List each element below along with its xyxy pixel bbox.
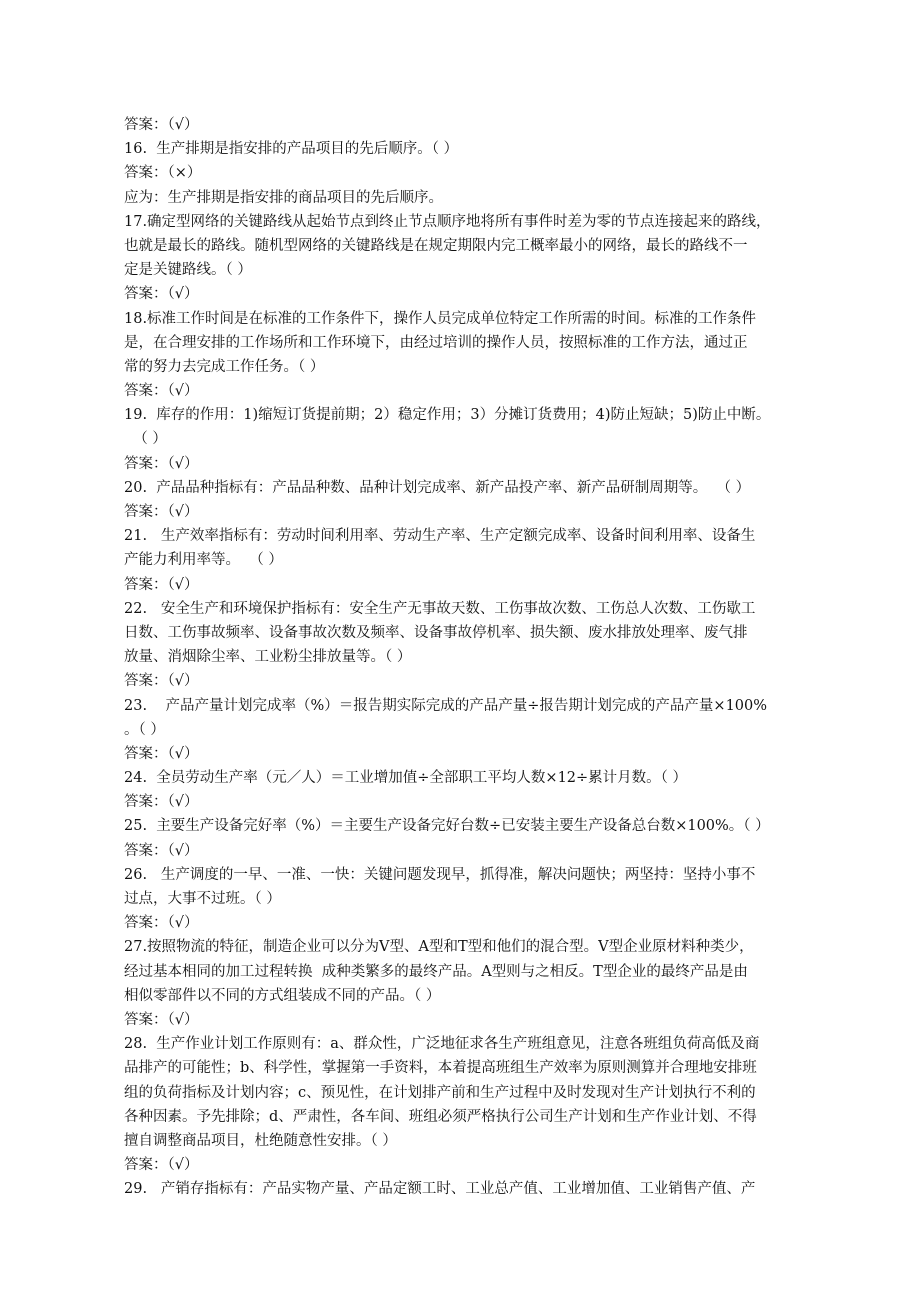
text-line: 日数、工伤事故频率、设备事故次数及频率、设备事故停机率、损失额、废水排放处理率、废气排 <box>124 624 748 641</box>
text-line: 23. 产品产量计划完成率（%）＝报告期实际完成的产品产量÷报告期计划完成的产品产量×100% <box>124 697 768 714</box>
text-line: 过点，大事不过班。（ ） <box>124 891 281 907</box>
text-line: 答案：（√） <box>124 794 199 811</box>
text-line: 24. 全员劳动生产率（元／人）＝工业增加值÷全部职工平均人数×12÷累计月数。（ ） <box>124 770 688 787</box>
text-line: 放量、消烟除尘率、工业粉尘排放量等。（ ） <box>124 649 412 666</box>
text-line: 答案：（√） <box>124 915 199 932</box>
text-line: 21. 生产效率指标有：劳动时间利用率、劳动生产率、生产定额完成率、设备时间利用率、设备生 <box>124 528 756 545</box>
text-line: 17.确定型网络的关键路线从起始节点到终止节点顺序地将所有事件时差为零的节点连接起来的路线， <box>124 213 771 230</box>
text-line: 27.按照物流的特征，制造企业可以分为V型、A型和T型和他们的混合型。V型企业原材料种类少， <box>124 939 754 956</box>
text-line: 也就是最长的路线。随机型网络的关键路线是在规定期限内完工概率最小的网络，最长的路线不一 <box>124 237 748 254</box>
text-line: 答案：（√） <box>124 1011 199 1028</box>
text-line: 答案：（√） <box>124 673 199 690</box>
text-line: 29. 产销存指标有：产品实物产量、产品定额工时、工业总产值、工业增加值、工业销售产值、产 <box>124 1181 756 1198</box>
text-line: 定是关键路线。（ ） <box>124 262 252 279</box>
text-line: 答案：（√） <box>124 383 199 400</box>
text-line: 18.标准工作时间是在标准的工作条件下，操作人员完成单位特定工作所需的时间。标准的工作条件 <box>124 310 757 327</box>
text-line: 。（ ） <box>124 721 165 738</box>
text-line: 26. 生产调度的一早、一准、一快：关键问题发现早，抓得准，解决问题快；两坚持：坚持小事不 <box>124 866 756 883</box>
text-line: 28. 生产作业计划工作原则有：a、群众性，广泛地征求各生产班组意见，注意各班组负荷高低及商 <box>124 1036 760 1053</box>
text-line: 答案：（√） <box>124 576 199 593</box>
text-line: 品排产的可能性；b、科学性，掌握第一手资料，本着提高班组生产效率为原则测算并合理地安排班 <box>124 1060 757 1077</box>
text-line: 19. 库存的作用：1)缩短订货提前期；2）稳定作用；3）分摊订货费用；4)防止短缺；5)防止中断。 <box>124 407 771 424</box>
text-line: 答案：（√） <box>124 842 199 859</box>
text-line: 答案：（×） <box>124 165 202 182</box>
text-line: 各种因素。予先排除；d、严肃性，各车间、班组必须严格执行公司生产计划和生产作业计划、不得 <box>124 1108 757 1125</box>
text-line: 应为：生产排期是指安排的商品项目的先后顺序。 <box>124 189 443 206</box>
text-line: 答案：（√） <box>124 1157 199 1174</box>
text-line: 16. 生产排期是指安排的产品项目的先后顺序。（ ） <box>124 141 459 158</box>
document-page <box>124 113 840 1201</box>
text-line: 产能力利用率等。 （ ） <box>124 552 283 569</box>
text-line: 答案：（√） <box>124 745 199 762</box>
text-line: 常的努力去完成工作任务。（ ） <box>124 358 325 375</box>
text-line: 答案：（√） <box>124 286 199 303</box>
text-line: 20. 产品品种指标有：产品品种数、品种计划完成率、新产品投产率、新产品研制周期等。 （ ） <box>124 479 751 496</box>
text-line: 擅自调整商品项目，杜绝随意性安排。（ ） <box>124 1132 397 1149</box>
text-line: 答案：（√） <box>124 117 199 133</box>
text-line: 相似零部件以不同的方式组装成不同的产品。（ ） <box>124 987 441 1004</box>
text-line: 25. 主要生产设备完好率（%）＝主要生产设备完好台数÷已安装主要生产设备总台数×100%。（ ） <box>124 818 770 835</box>
text-line: 组的负荷指标及计划内容；c、预见性，在计划排产前和生产过程中及时发现对生产计划执行不利的 <box>124 1084 756 1101</box>
text-line: 答案：（√） <box>124 504 199 520</box>
text-line: 是，在合理安排的工作场所和工作环境下，由经过培训的操作人员，按照标准的工作方法，通过正 <box>124 334 748 351</box>
text-line: 22. 安全生产和环境保护指标有：安全生产无事故天数、工伤事故次数、工伤总人次数、工伤歇工 <box>124 600 756 617</box>
text-line: 答案：（√） <box>124 455 199 472</box>
text-line: （ ） <box>124 431 167 448</box>
text-line: 经过基本相同的加工过程转换 成种类繁多的最终产品。A型则与之相反。T型企业的最终产品是由 <box>124 963 748 980</box>
